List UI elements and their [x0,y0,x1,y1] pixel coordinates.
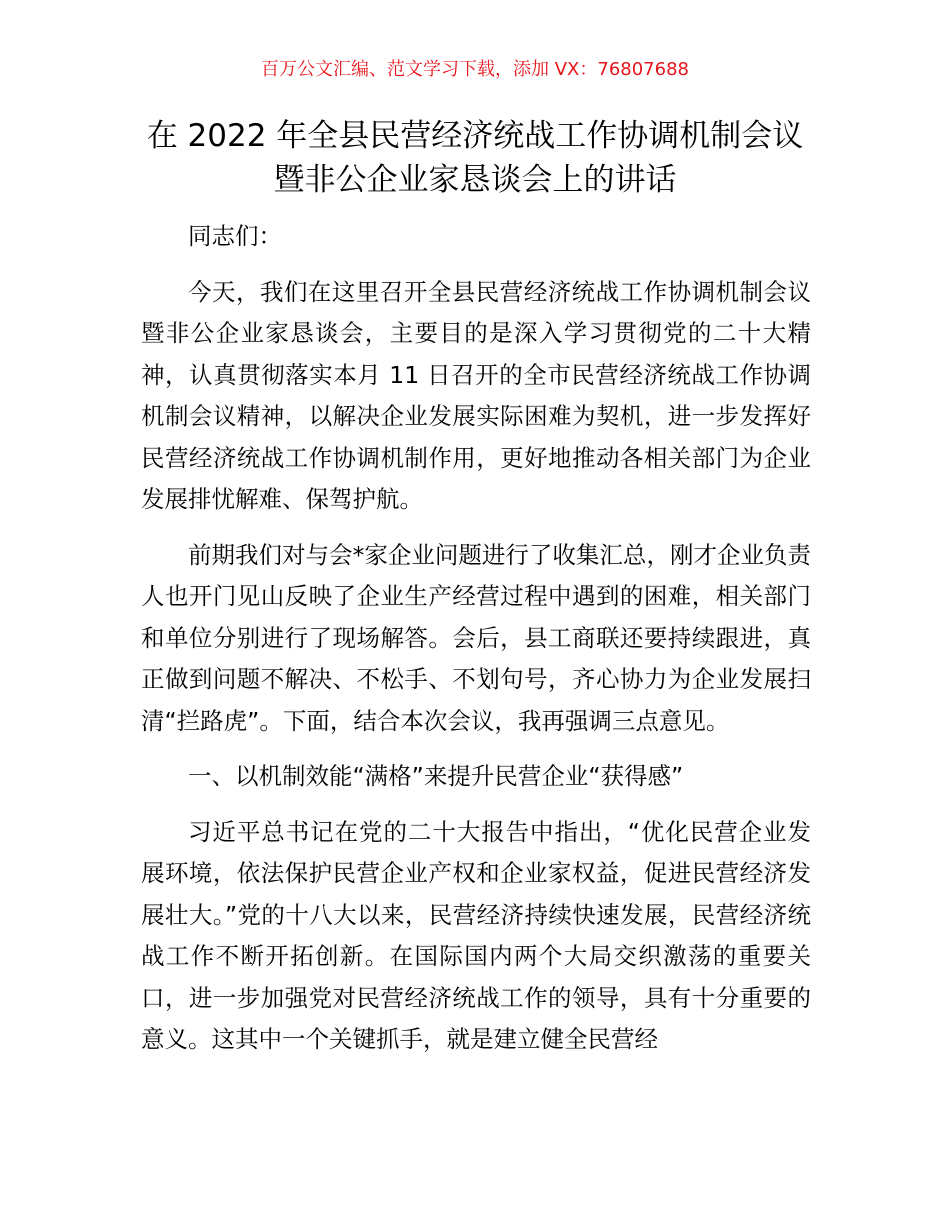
paragraph-3: 习近平总书记在党的二十大报告中指出，“优化民营企业发展环境，依法保护民营企业产权和企业家权益，促进民营经济发展壮大。”党的十八大以来，民营经济持续快速发展，民营经济统战工作不断开拓创新。在国际国内两个大局交织激荡的重要关口，进一步加强党对民营经济统战工作的领导，具有十分重要的意义。这其中一个关键抓手，就是建立健全民营经 [141,817,811,1053]
document-body [141,216,811,1075]
title-line-1: 在 2022 年全县民营经济统战工作协调机制会议 [146,118,804,154]
document-title [60,114,890,202]
greeting: 同志们： [188,222,282,250]
section-heading-1: 一、以机制效能“满格”来提升民营企业“获得感” [188,762,684,790]
paragraph-1: 今天，我们在这里召开全县民营经济统战工作协调机制会议暨非公企业家恳谈会，主要目的是深入学习贯彻党的二十大精神，认真贯彻落实本月 11 日召开的全市民营经济统战工作协调机制会议精神，以解决企业发展实际困难为契机，进一步发挥好民营经济统战工作协调机制作用，更好地推动各相关部门为企业发展排忧解难、保驾护航。 [141,277,811,513]
promo-header: 百万公文汇编、范文学习下载，添加 VX：76807688 [261,59,689,80]
paragraph-2: 前期我们对与会*家企业问题进行了收集汇总，刚才企业负责人也开门见山反映了企业生产经营过程中遇到的困难，相关部门和单位分别进行了现场解答。会后，县工商联还要持续跟进，真正做到问题不解决、不松手、不划句号，齐心协力为企业发展扫清“拦路虎”。下面，结合本次会议，我再强调三点意见。 [141,540,811,735]
title-line-2: 暨非公企业家恳谈会上的讲话 [273,162,677,198]
